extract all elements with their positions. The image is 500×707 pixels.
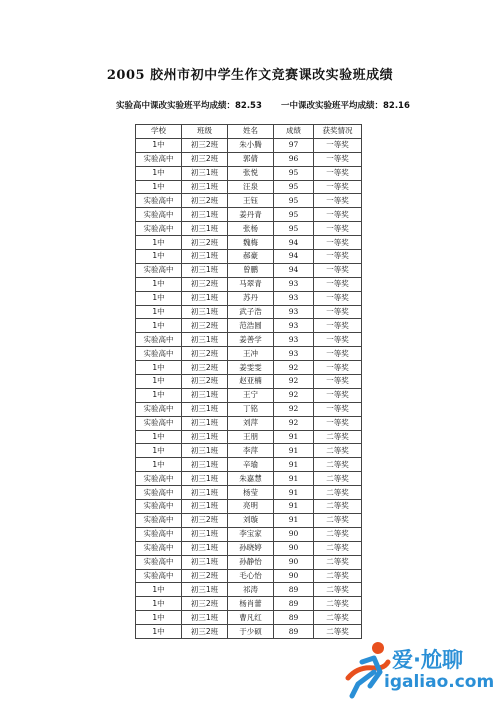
cell-award: 一等奖 — [314, 263, 362, 277]
table-row — [136, 416, 362, 430]
cell-name: 李萍 — [228, 444, 274, 458]
table-row — [136, 458, 362, 472]
cell-name: 杨肖蕾 — [228, 597, 274, 611]
cell-school: 1中 — [136, 583, 182, 597]
cell-name: 孙晓婷 — [228, 541, 274, 555]
cell-name: 曾鹏 — [228, 263, 274, 277]
cell-score: 90 — [274, 555, 314, 569]
table-row — [136, 388, 362, 402]
cell-award: 一等奖 — [314, 222, 362, 236]
cell-class: 初三2班 — [182, 138, 228, 152]
header-class: 班级 — [182, 125, 228, 139]
cell-school: 实验高中 — [136, 194, 182, 208]
cell-score: 95 — [274, 194, 314, 208]
table-row — [136, 166, 362, 180]
cell-award: 一等奖 — [314, 236, 362, 250]
watermark-brand-text: 爱·尬聊 — [392, 648, 463, 672]
cell-name: 郝豪 — [228, 250, 274, 264]
cell-award: 一等奖 — [314, 319, 362, 333]
cell-school: 1中 — [136, 361, 182, 375]
cell-school: 实验高中 — [136, 555, 182, 569]
cell-name: 武子浩 — [228, 305, 274, 319]
cell-class: 初三2班 — [182, 319, 228, 333]
table-row — [136, 291, 362, 305]
cell-school: 实验高中 — [136, 208, 182, 222]
table-row — [136, 250, 362, 264]
cell-score: 95 — [274, 222, 314, 236]
cell-school: 1中 — [136, 611, 182, 625]
cell-name: 范浩圆 — [228, 319, 274, 333]
cell-name: 毛心怡 — [228, 569, 274, 583]
cell-award: 二等奖 — [314, 500, 362, 514]
cell-school: 1中 — [136, 458, 182, 472]
cell-name: 祁涛 — [228, 583, 274, 597]
cell-school: 1中 — [136, 319, 182, 333]
cell-score: 91 — [274, 444, 314, 458]
results-table — [135, 124, 362, 639]
table-row — [136, 500, 362, 514]
cell-score: 89 — [274, 597, 314, 611]
cell-name: 亮明 — [228, 500, 274, 514]
cell-class: 初三1班 — [182, 472, 228, 486]
table-row — [136, 208, 362, 222]
cell-class: 初三2班 — [182, 277, 228, 291]
cell-score: 90 — [274, 569, 314, 583]
table-row — [136, 277, 362, 291]
cell-class: 初三1班 — [182, 388, 228, 402]
cell-name: 曹凡红 — [228, 611, 274, 625]
cell-score: 93 — [274, 305, 314, 319]
cell-name: 刘萍 — [228, 416, 274, 430]
average-score-no1-middle: 一中课改实验班平均成绩：82.16 — [281, 101, 410, 111]
cell-name: 孙静怡 — [228, 555, 274, 569]
cell-score: 94 — [274, 250, 314, 264]
cell-name: 马翠青 — [228, 277, 274, 291]
cell-school: 1中 — [136, 597, 182, 611]
header-score: 成绩 — [274, 125, 314, 139]
cell-name: 苏丹 — [228, 291, 274, 305]
watermark-url: igaliao.com — [384, 672, 495, 692]
cell-class: 初三1班 — [182, 444, 228, 458]
cell-school: 1中 — [136, 388, 182, 402]
cell-class: 初三2班 — [182, 569, 228, 583]
document-title: 2005 胶州市初中学生作文竞赛课改实验班成绩 — [106, 68, 394, 83]
cell-award: 一等奖 — [314, 138, 362, 152]
cell-class: 初三1班 — [182, 166, 228, 180]
cell-class: 初三1班 — [182, 222, 228, 236]
cell-score: 89 — [274, 625, 314, 639]
cell-name: 汪泉 — [228, 180, 274, 194]
table-row — [136, 236, 362, 250]
cell-score: 92 — [274, 361, 314, 375]
table-row — [136, 347, 362, 361]
cell-score: 93 — [274, 319, 314, 333]
cell-score: 92 — [274, 375, 314, 389]
cell-award: 二等奖 — [314, 611, 362, 625]
table-row — [136, 375, 362, 389]
cell-award: 一等奖 — [314, 402, 362, 416]
cell-class: 初三1班 — [182, 430, 228, 444]
cell-name: 朱小腾 — [228, 138, 274, 152]
cell-school: 实验高中 — [136, 486, 182, 500]
cell-school: 实验高中 — [136, 416, 182, 430]
cell-class: 初三1班 — [182, 263, 228, 277]
cell-class: 初三1班 — [182, 583, 228, 597]
cell-school: 实验高中 — [136, 569, 182, 583]
cell-name: 辛瑜 — [228, 458, 274, 472]
cell-class: 初三2班 — [182, 597, 228, 611]
cell-class: 初三2班 — [182, 375, 228, 389]
table-row — [136, 319, 362, 333]
table-row — [136, 194, 362, 208]
cell-score: 94 — [274, 236, 314, 250]
cell-school: 1中 — [136, 430, 182, 444]
cell-name: 王冲 — [228, 347, 274, 361]
cell-school: 1中 — [136, 291, 182, 305]
cell-award: 二等奖 — [314, 527, 362, 541]
cell-award: 一等奖 — [314, 180, 362, 194]
cell-score: 93 — [274, 277, 314, 291]
cell-class: 初三2班 — [182, 361, 228, 375]
header-name: 姓名 — [228, 125, 274, 139]
cell-award: 一等奖 — [314, 361, 362, 375]
cell-award: 一等奖 — [314, 291, 362, 305]
table-row — [136, 152, 362, 166]
cell-score: 95 — [274, 208, 314, 222]
cell-class: 初三1班 — [182, 555, 228, 569]
cell-school: 实验高中 — [136, 527, 182, 541]
cell-class: 初三1班 — [182, 500, 228, 514]
table-row — [136, 513, 362, 527]
table-row — [136, 555, 362, 569]
cell-school: 1中 — [136, 625, 182, 639]
cell-award: 一等奖 — [314, 250, 362, 264]
cell-award: 二等奖 — [314, 486, 362, 500]
table-row — [136, 527, 362, 541]
table-row — [136, 569, 362, 583]
cell-school: 实验高中 — [136, 222, 182, 236]
cell-name: 张悦 — [228, 166, 274, 180]
table-row — [136, 444, 362, 458]
cell-class: 初三1班 — [182, 180, 228, 194]
cell-award: 一等奖 — [314, 166, 362, 180]
cell-school: 1中 — [136, 180, 182, 194]
cell-school: 实验高中 — [136, 513, 182, 527]
table-row — [136, 305, 362, 319]
cell-award: 二等奖 — [314, 583, 362, 597]
cell-name: 郭倩 — [228, 152, 274, 166]
cell-score: 96 — [274, 152, 314, 166]
cell-score: 91 — [274, 472, 314, 486]
cell-school: 实验高中 — [136, 472, 182, 486]
cell-class: 初三2班 — [182, 194, 228, 208]
table-row — [136, 611, 362, 625]
cell-score: 91 — [274, 513, 314, 527]
cell-class: 初三1班 — [182, 541, 228, 555]
cell-name: 李宝家 — [228, 527, 274, 541]
cell-award: 二等奖 — [314, 458, 362, 472]
cell-score: 95 — [274, 166, 314, 180]
cell-school: 1中 — [136, 250, 182, 264]
cell-class: 初三1班 — [182, 402, 228, 416]
cell-score: 91 — [274, 458, 314, 472]
cell-score: 89 — [274, 611, 314, 625]
table-row — [136, 541, 362, 555]
cell-school: 实验高中 — [136, 402, 182, 416]
cell-name: 于少硕 — [228, 625, 274, 639]
cell-award: 二等奖 — [314, 555, 362, 569]
average-score-experimental-high: 实验高中课改实验班平均成绩：82.53 — [116, 101, 262, 111]
table-row — [136, 263, 362, 277]
cell-class: 初三1班 — [182, 250, 228, 264]
cell-award: 一等奖 — [314, 152, 362, 166]
table-row — [136, 583, 362, 597]
cell-class: 初三2班 — [182, 625, 228, 639]
cell-score: 93 — [274, 347, 314, 361]
cell-class: 初三1班 — [182, 291, 228, 305]
header-school: 学校 — [136, 125, 182, 139]
cell-score: 90 — [274, 527, 314, 541]
cell-class: 初三1班 — [182, 208, 228, 222]
cell-school: 实验高中 — [136, 541, 182, 555]
cell-school: 1中 — [136, 375, 182, 389]
table-row — [136, 402, 362, 416]
cell-award: 一等奖 — [314, 333, 362, 347]
cell-class: 初三1班 — [182, 333, 228, 347]
cell-score: 94 — [274, 263, 314, 277]
site-watermark — [340, 638, 500, 704]
cell-class: 初三1班 — [182, 416, 228, 430]
cell-class: 初三2班 — [182, 236, 228, 250]
cell-award: 一等奖 — [314, 416, 362, 430]
cell-class: 初三1班 — [182, 458, 228, 472]
table-row — [136, 430, 362, 444]
cell-name: 赵亚楠 — [228, 375, 274, 389]
cell-award: 二等奖 — [314, 513, 362, 527]
header-award: 获奖情况 — [314, 125, 362, 139]
table-row — [136, 333, 362, 347]
cell-name: 朱嘉慧 — [228, 472, 274, 486]
cell-score: 92 — [274, 402, 314, 416]
cell-score: 93 — [274, 333, 314, 347]
cell-school: 1中 — [136, 444, 182, 458]
cell-award: 二等奖 — [314, 430, 362, 444]
cell-award: 一等奖 — [314, 277, 362, 291]
table-row — [136, 486, 362, 500]
cell-score: 92 — [274, 416, 314, 430]
table-row — [136, 472, 362, 486]
cell-class: 初三2班 — [182, 513, 228, 527]
cell-award: 二等奖 — [314, 541, 362, 555]
cell-award: 一等奖 — [314, 208, 362, 222]
cell-class: 初三2班 — [182, 347, 228, 361]
cell-school: 实验高中 — [136, 263, 182, 277]
cell-school: 1中 — [136, 166, 182, 180]
cell-class: 初三1班 — [182, 611, 228, 625]
cell-class: 初三1班 — [182, 486, 228, 500]
cell-award: 二等奖 — [314, 569, 362, 583]
cell-award: 二等奖 — [314, 597, 362, 611]
cell-award: 二等奖 — [314, 444, 362, 458]
cell-award: 一等奖 — [314, 305, 362, 319]
table-row — [136, 361, 362, 375]
cell-class: 初三1班 — [182, 305, 228, 319]
cell-score: 93 — [274, 291, 314, 305]
cell-name: 丁铭 — [228, 402, 274, 416]
cell-name: 刘璇 — [228, 513, 274, 527]
cell-award: 一等奖 — [314, 347, 362, 361]
table-header-row — [136, 125, 362, 139]
cell-score: 97 — [274, 138, 314, 152]
cell-score: 91 — [274, 430, 314, 444]
cell-score: 89 — [274, 583, 314, 597]
cell-name: 姜善学 — [228, 333, 274, 347]
cell-name: 王宁 — [228, 388, 274, 402]
cell-name: 王钰 — [228, 194, 274, 208]
cell-school: 实验高中 — [136, 333, 182, 347]
cell-award: 一等奖 — [314, 388, 362, 402]
cell-school: 1中 — [136, 277, 182, 291]
cell-score: 91 — [274, 486, 314, 500]
cell-class: 初三1班 — [182, 527, 228, 541]
cell-award: 一等奖 — [314, 194, 362, 208]
table-row — [136, 625, 362, 639]
table-row — [136, 222, 362, 236]
cell-school: 实验高中 — [136, 152, 182, 166]
cell-score: 90 — [274, 541, 314, 555]
cell-award: 二等奖 — [314, 472, 362, 486]
table-row — [136, 138, 362, 152]
cell-score: 92 — [274, 388, 314, 402]
cell-school: 实验高中 — [136, 347, 182, 361]
cell-name: 魏梅 — [228, 236, 274, 250]
cell-name: 杨莹 — [228, 486, 274, 500]
cell-name: 姜丹青 — [228, 208, 274, 222]
cell-score: 95 — [274, 180, 314, 194]
cell-school: 1中 — [136, 236, 182, 250]
cell-score: 91 — [274, 500, 314, 514]
table-row — [136, 597, 362, 611]
cell-name: 王朋 — [228, 430, 274, 444]
cell-school: 1中 — [136, 305, 182, 319]
cell-name: 张杨 — [228, 222, 274, 236]
cell-name: 姜雯雯 — [228, 361, 274, 375]
cell-award: 二等奖 — [314, 625, 362, 639]
cell-school: 1中 — [136, 138, 182, 152]
cell-award: 一等奖 — [314, 375, 362, 389]
table-row — [136, 180, 362, 194]
cell-school: 实验高中 — [136, 500, 182, 514]
cell-class: 初三2班 — [182, 152, 228, 166]
